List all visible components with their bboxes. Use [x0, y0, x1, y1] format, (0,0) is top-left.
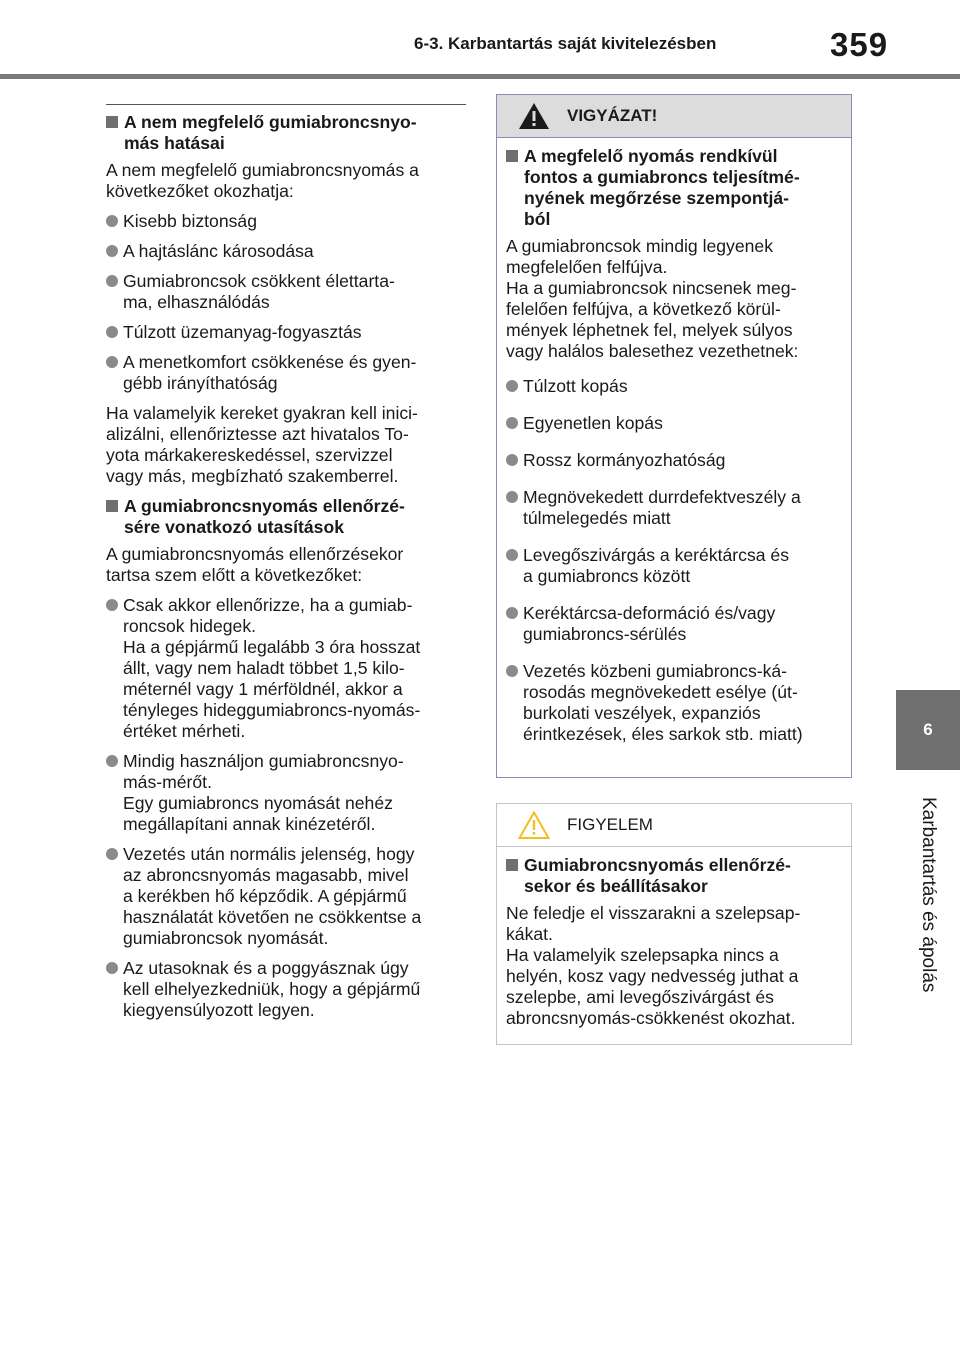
notice-label: FIGYELEM [567, 815, 653, 834]
warning-heading [506, 146, 841, 230]
list-item-text: Keréktárcsa-deformáció és/vagy gumiabroncs-sérülés [523, 603, 776, 644]
bullet-icon [106, 356, 118, 368]
bullet-icon [506, 380, 518, 392]
square-bullet-icon [506, 150, 518, 162]
list-item-text: Mindig használjon gumiabroncsnyo- más-mérőt. Egy gumiabroncs nyomását nehéz megállapítani annak kinézetéről. [123, 751, 404, 834]
bullet-icon [106, 755, 118, 767]
section-heading-text: A nem megfelelő gumiabroncsnyo- más hatásai [124, 112, 417, 153]
notice-heading-text: Gumiabroncsnyomás ellenőrzé- sekor és beállításakor [524, 855, 791, 896]
list-item [106, 751, 466, 835]
list-item [106, 958, 466, 1021]
header-rule [0, 74, 960, 79]
list-item-text: Levegőszivárgás a keréktárcsa és a gumiabroncs között [523, 545, 789, 586]
list-item-text: Gumiabroncsok csökkent élettarta- ma, elhasználódás [123, 271, 395, 312]
warning-triangle-icon [517, 101, 551, 131]
running-header: 6-3. Karbantartás saját kivitelezésben [414, 34, 717, 53]
list-item [506, 376, 841, 397]
chapter-number-tab: 6 [896, 690, 960, 770]
list-item [106, 595, 466, 742]
caution-triangle-outline-icon [517, 810, 551, 840]
warning-label: VIGYÁZAT! [567, 106, 658, 125]
notice-header [497, 804, 851, 847]
list-item-text: Kisebb biztonság [123, 211, 257, 231]
list-item-text: Túlzott üzemanyag-fogyasztás [123, 322, 362, 342]
bullet-icon [506, 549, 518, 561]
paragraph: A gumiabroncsnyomás ellenőrzésekor tartsa szem előtt a következőket: [106, 544, 404, 585]
warning-header [497, 95, 851, 138]
list-item [506, 450, 841, 471]
paragraph: Ne feledje el visszarakni a szelepsap- kákat. Ha valamelyik szelepsapka nincs a helyén, kosz vagy nedvesség juthat a szelepbe, ami levegőszivárgást és abroncsnyomás-csökkenést okozhat. [506, 903, 801, 1028]
bullet-icon [106, 962, 118, 974]
list-item [106, 322, 466, 343]
list-item [506, 487, 841, 529]
list-item [106, 271, 466, 313]
list-item [506, 603, 841, 645]
paragraph: A gumiabroncsok mindig legyenek megfelelően felfújva. Ha a gumiabroncsok nincsenek meg- felelően felfújva, a következő körül- mények léphetnek fel, melyek súlyos vagy halálos balesethez vezethetnek: [506, 236, 799, 361]
bullet-icon [106, 275, 118, 287]
square-bullet-icon [106, 116, 118, 128]
list-item-text: Túlzott kopás [523, 376, 628, 396]
bullet-icon [506, 454, 518, 466]
list-item [506, 413, 841, 434]
list-item-text: Vezetés után normális jelenség, hogy az abroncsnyomás magasabb, mivel a kerékben hő képződik. A gépjármű használatát követően ne csökkentse a gumiabroncsok nyomását. [123, 844, 422, 948]
list-item-text: A menetkomfort csökkenése és gyen- gébb irányíthatóság [123, 352, 417, 393]
list-item-text: Rossz kormányozhatóság [523, 450, 726, 470]
list-item [506, 545, 841, 587]
warning-body [497, 138, 851, 745]
section-heading-text: A gumiabroncsnyomás ellenőrzé- sére vonatkozó utasítások [124, 496, 405, 537]
list-item [506, 661, 841, 745]
list-item [106, 211, 466, 232]
notice-body [497, 847, 851, 1029]
list-item [106, 352, 466, 394]
bullet-icon [506, 607, 518, 619]
notice-box [496, 803, 852, 1045]
bullet-icon [106, 215, 118, 227]
warning-box [496, 94, 852, 778]
paragraph: A nem megfelelő gumiabroncsnyomás a következőket okozhatja: [106, 160, 419, 201]
section-heading [106, 112, 466, 154]
list-item-text: A hajtáslánc károsodása [123, 241, 314, 261]
paragraph: Ha valamelyik kereket gyakran kell inici- alizálni, ellenőriztesse azt hivatalos To- yota márkakereskedéssel, szervizzel vagy más, megbízható szakemberrel. [106, 403, 418, 486]
bullet-icon [106, 245, 118, 257]
bullet-icon [506, 665, 518, 677]
notice-heading [506, 855, 841, 897]
bullet-icon [506, 491, 518, 503]
bullet-icon [506, 417, 518, 429]
list-item-text: Vezetés közbeni gumiabroncs-ká- rosodás megnövekedett esélye (út- burkolati veszélyek, expanziós érintkezések, éles sarkok stb. miatt) [523, 661, 803, 744]
bullet-icon [106, 326, 118, 338]
list-item-text: Egyenetlen kopás [523, 413, 663, 433]
chapter-title: Karbantartás és ápolás [918, 797, 939, 993]
page-number: 359 [830, 26, 889, 63]
list-item-text: Az utasoknak és a poggyásznak úgy kell elhelyezkedniük, hogy a gépjármű kiegyensúlyozott legyen. [123, 958, 421, 1020]
square-bullet-icon [106, 500, 118, 512]
left-column [106, 104, 466, 1030]
warning-heading-text: A megfelelő nyomás rendkívül fontos a gumiabroncs teljesítmé- nyének megőrzése szempontjá- ból [524, 146, 800, 229]
section-heading [106, 496, 466, 538]
square-bullet-icon [506, 859, 518, 871]
list-item [106, 241, 466, 262]
chapter-title-vertical [896, 780, 960, 1010]
bullet-icon [106, 599, 118, 611]
list-item [106, 844, 466, 949]
bullet-icon [106, 848, 118, 860]
list-item-text: Csak akkor ellenőrizze, ha a gumiab- roncsok hidegek. Ha a gépjármű legalább 3 óra hosszat állt, vagy nem haladt többet 1,5 kilo- méternél vagy 1 mérföldnél, akkor a tényleges hideggumiabroncs-nyomás- értéket mérheti. [123, 595, 421, 741]
list-item-text: Megnövekedett durrdefektveszély a túlmelegedés miatt [523, 487, 801, 528]
